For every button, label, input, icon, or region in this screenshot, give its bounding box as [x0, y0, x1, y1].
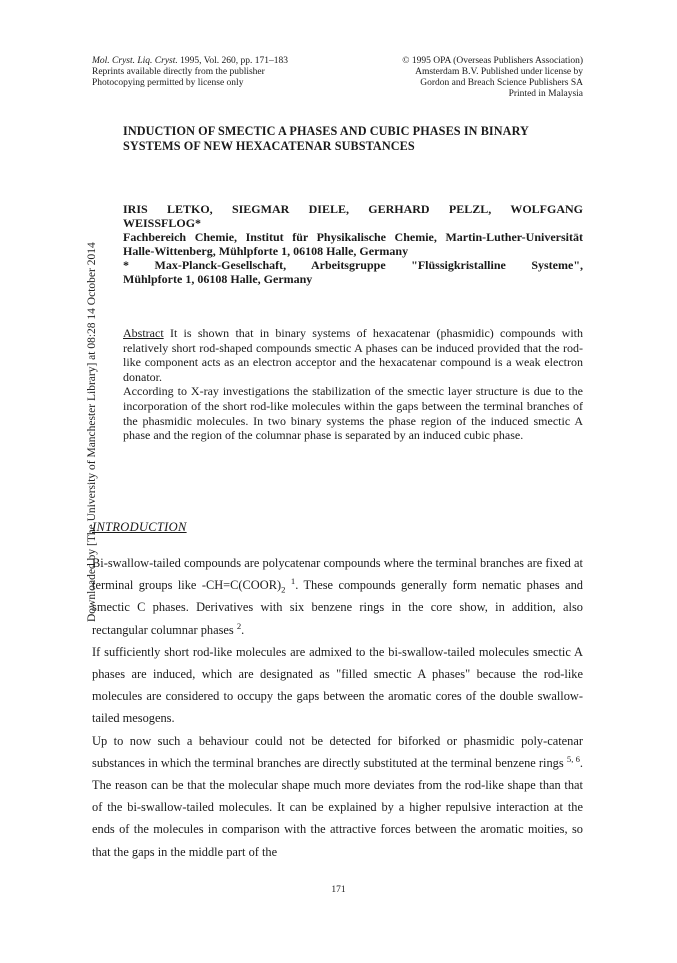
affiliation-1-line-1: Fachbereich Chemie, Institut für Physikalische Chemie, Martin-Luther-Universität	[123, 230, 583, 244]
reference-2: 2	[236, 620, 242, 631]
author-names: IRIS LETKO, SIEGMAR DIELE, GERHARD PELZL, WOLFGANG	[123, 202, 583, 216]
affiliation-2-line-2: Mühlpforte 1, 06108 Halle, Germany	[123, 272, 313, 286]
authors-block	[123, 202, 583, 286]
photocopy-note: Photocopying permitted by license only	[92, 78, 244, 88]
header-left	[92, 56, 288, 89]
printed-in: Printed in Malaysia	[508, 89, 583, 99]
body-paragraph-2: If sufficiently short rod-like molecules are admixed to the bi-swallow-tailed molecules smectic A phases are induced, which are designated as "filled smectic A phases" because the rod-like molecules are considered to occupy the gaps between the aromatic cores of the double swallow-tailed mesogens.	[92, 644, 583, 726]
copyright-line: © 1995 OPA (Overseas Publishers Association)	[402, 56, 583, 66]
reprint-note: Reprints available directly from the publisher	[92, 67, 265, 77]
abstract-paragraph-2: According to X-ray investigations the stabilization of the smectic layer structure is due to the incorporation of the short rod-like molecules within the gaps between the terminal branches of the phasmidic molecules. In two binary systems the phase region of the induced smectic A phase and the region of the columnar phase is separated by an induced cubic phase.	[123, 384, 583, 443]
affiliation-1-line-2: Halle-Wittenberg, Mühlpforte 1, 06108 Halle, Germany	[123, 244, 409, 258]
header-right	[330, 56, 583, 100]
subscript: 2	[281, 584, 286, 595]
page-number: 171	[331, 885, 346, 895]
affiliation-2-line-1: * Max-Planck-Gesellschaft, Arbeitsgruppe "Flüssigkristalline Systeme",	[123, 258, 583, 272]
body-text	[92, 552, 583, 863]
section-heading-introduction: INTRODUCTION	[92, 520, 187, 534]
abstract-label: Abstract	[123, 326, 164, 340]
author-names-cont: WEISSFLOG*	[123, 216, 202, 230]
publisher-line: Amsterdam B.V. Published under license by	[415, 67, 583, 77]
abstract-paragraph-1: It is shown that in binary systems of hexacatenar (phasmidic) compounds with relatively short rod-shaped compounds smectic A phases can be induced provided that the rod-like component acts as an electron acceptor and the hexacatenar compound is a weak electron donator.	[123, 326, 583, 384]
reference-1: 1	[290, 576, 296, 587]
title-line-1: INDUCTION OF SMECTIC A PHASES AND CUBIC PHASES IN BINARY	[123, 124, 529, 138]
paper-title	[123, 124, 583, 154]
title-line-2: SYSTEMS OF NEW HEXACATENAR SUBSTANCES	[123, 139, 415, 153]
body-paragraph-1: Bi-swallow-tailed compounds are polycatenar compounds where the terminal branches are fixed at terminal groups like $-CH=C(COOR)_2$ $^1$. These compounds generally form nematic phases and smectic C phases. Derivatives with six benzene rings in the core show, in addition, also rectangular columnar phases $^2$.	[92, 556, 583, 637]
citation: 1995, Vol. 260, pp. 171–183	[177, 56, 289, 66]
body-paragraph-3: Up to now such a behaviour could not be detected for biforked or phasmidic poly-catenar substances in which the terminal branches are directly substituted at the terminal benzene rings $^{5, 6}$. The reason can be that the molecular shape much more deviates from the rod-like shape than that of the bi-swallow-tailed molecules. It can be explained by a higher repulsive interaction at the ends of the molecules in comparison with the attractive forces between the aromatic moities, so that the gaps in the middle part of the	[92, 733, 584, 859]
abstract	[123, 326, 583, 443]
download-watermark: Downloaded by [The University of Manchester Library] at 08:28 14 October 2014	[86, 242, 98, 622]
reference-5-6: 5, 6	[566, 753, 580, 764]
publisher-line-2: Gordon and Breach Science Publishers SA	[420, 78, 583, 88]
journal-name: Mol. Cryst. Liq. Cryst.	[92, 56, 178, 66]
